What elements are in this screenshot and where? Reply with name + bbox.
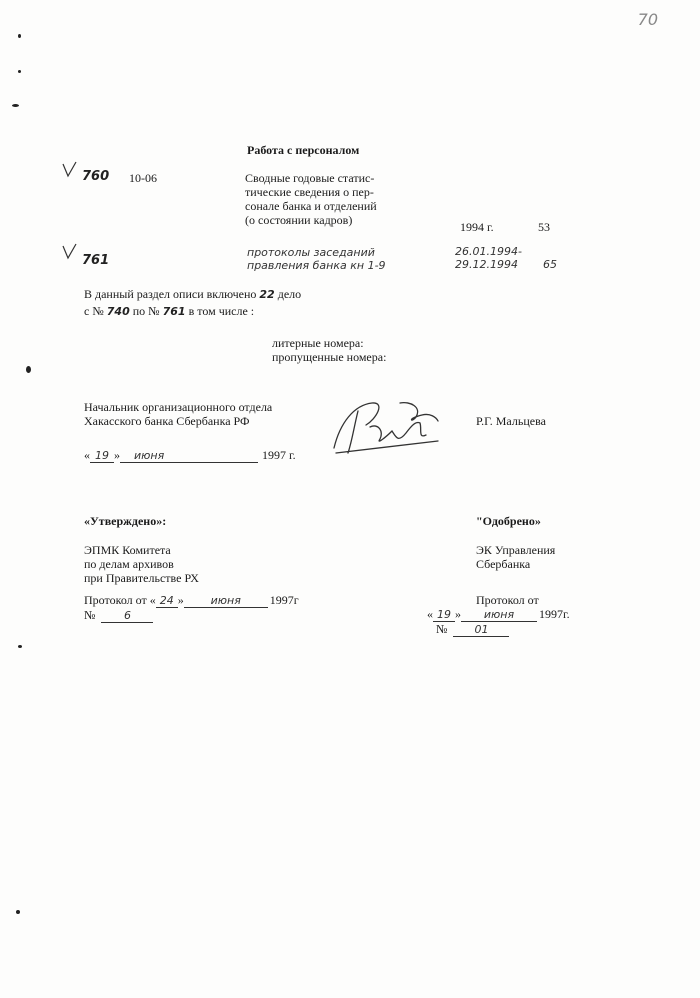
head-name: Р.Г. Мальцева <box>476 414 546 428</box>
summary-line-1 <box>84 287 301 301</box>
approved-protocol <box>84 593 299 608</box>
record-number: 761 <box>82 253 110 268</box>
head-position <box>84 400 272 428</box>
record-sheets: 65 <box>543 258 557 271</box>
record-index: 10-06 <box>129 171 157 185</box>
date-quote: » <box>114 448 120 462</box>
approved-heading: «Утверждено»: <box>84 514 167 528</box>
approved-line: при Правительстве РХ <box>84 571 199 585</box>
summary-line-2 <box>84 304 254 318</box>
speck <box>12 104 19 107</box>
title-line: правления банка кн 1-9 <box>247 259 386 272</box>
approved-number <box>84 608 153 623</box>
protocol-year: 1997г <box>269 593 299 607</box>
record-title <box>245 171 377 227</box>
head-date <box>84 448 296 463</box>
date-year: 1997 г. <box>262 448 296 462</box>
date-quote: » <box>455 607 461 621</box>
date-year: 1997г. <box>539 607 570 621</box>
speck <box>18 70 21 73</box>
title-line: (о состоянии кадров) <box>245 213 353 227</box>
endorsed-body <box>476 543 555 571</box>
missing-numbers-label: пропущенные номера: <box>272 350 387 364</box>
summary-text: В данный раздел описи включено <box>84 287 257 301</box>
date-month: июня <box>461 608 537 622</box>
summary-text: дело <box>277 287 302 301</box>
protocol-number: 6 <box>101 609 153 623</box>
speck <box>18 645 22 648</box>
record-title <box>247 246 386 272</box>
summary-count: 22 <box>259 288 275 301</box>
speck <box>18 34 21 38</box>
title-line: Сводные годовые статис- <box>245 171 375 185</box>
approved-line: по делам архивов <box>84 557 174 571</box>
protocol-number: 01 <box>453 623 509 637</box>
number-label: № <box>84 608 96 622</box>
protocol-month: июня <box>184 594 268 608</box>
page-number: 70 <box>637 10 658 29</box>
date-quote: « <box>427 607 433 621</box>
endorsed-protocol-label: Протокол от <box>476 593 539 607</box>
check-mark-icon <box>60 160 80 180</box>
summary-from: 740 <box>106 305 130 318</box>
number-label: № <box>436 622 448 636</box>
record-dates <box>455 245 522 271</box>
record-year: 1994 г. <box>460 220 494 234</box>
summary-to: 761 <box>162 305 186 318</box>
check-mark-icon <box>60 242 80 262</box>
title-line: тические сведения о пер- <box>245 185 374 199</box>
date-quote: « <box>84 448 90 462</box>
summary-text: по № <box>132 304 160 318</box>
protocol-day: 24 <box>156 594 178 608</box>
endorsed-number <box>436 622 509 637</box>
date-day: 19 <box>433 608 455 622</box>
endorsed-line: Сбербанка <box>476 557 531 571</box>
endorsed-line: ЭК Управления <box>476 543 556 557</box>
position-line: Хакасского банка Сбербанка РФ <box>84 414 250 428</box>
speck <box>16 910 20 914</box>
protocol-label: Протокол от « <box>84 593 156 607</box>
speck <box>26 366 31 373</box>
approved-line: ЭПМК Комитета <box>84 543 171 557</box>
date-line: 26.01.1994- <box>455 245 522 258</box>
title-line: сонале банка и отделений <box>245 199 377 213</box>
record-number: 760 <box>82 169 110 184</box>
endorsed-date <box>427 607 570 622</box>
summary-text: с № <box>84 304 104 318</box>
approved-body <box>84 543 199 585</box>
date-line: 29.12.1994 <box>455 258 518 271</box>
handwritten-signature <box>326 393 446 463</box>
title-line: протоколы заседаний <box>247 246 375 259</box>
summary-text: в том числе : <box>188 304 255 318</box>
endorsed-heading: "Одобрено» <box>476 514 541 528</box>
letter-numbers-label: литерные номера: <box>272 336 364 350</box>
date-quote: » <box>177 593 184 607</box>
position-line: Начальник организационного отдела <box>84 400 273 414</box>
section-title: Работа с персоналом <box>247 143 360 157</box>
date-day: 19 <box>90 449 114 463</box>
date-month: июня <box>120 449 258 463</box>
record-sheets: 53 <box>538 220 550 234</box>
